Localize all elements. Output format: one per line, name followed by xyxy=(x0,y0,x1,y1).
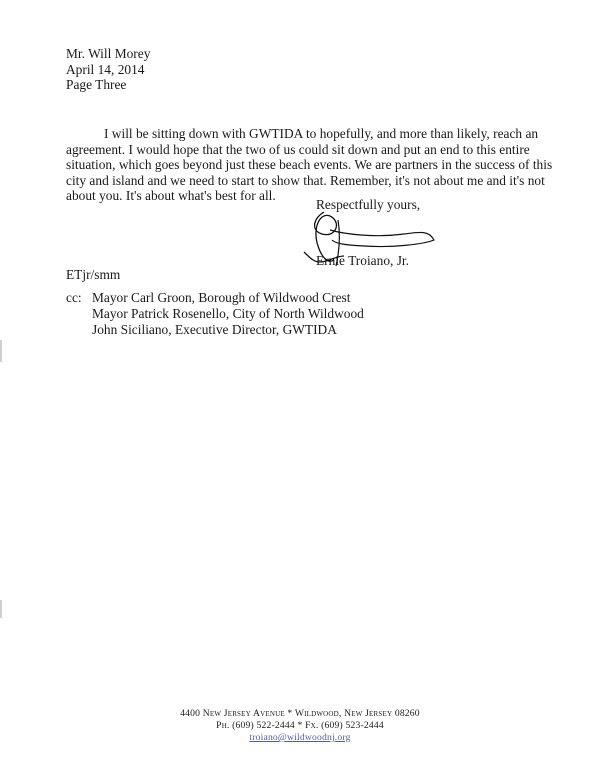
scan-edge-mark xyxy=(0,600,2,618)
cc-label: cc: xyxy=(66,290,82,305)
cc-recipient: John Siciliano, Executive Director, GWTIDA xyxy=(92,321,337,337)
signer-name: Ernie Troiano, Jr. xyxy=(316,253,409,268)
body-line: agreement. I would hope that the two of us could sit down and put an end to this entire xyxy=(66,141,530,157)
handwritten-signature xyxy=(284,200,444,275)
footer-email-link[interactable]: troiano@wildwoodnj.org xyxy=(249,732,351,743)
typist-initials: ETjr/smm xyxy=(66,267,121,282)
body-paragraph xyxy=(66,126,553,204)
body-line: I will be sitting down with GWTIDA to hopefully, and more than likely, reach an xyxy=(104,126,539,141)
body-line: city and island and we need to start to show that. Remember, it's not about me and it's not xyxy=(66,172,545,188)
cc-recipient: Mayor Patrick Rosenello, City of North Wildwood xyxy=(92,305,364,321)
body-line: situation, which goes beyond just these beach events. We are partners in the success of this xyxy=(66,157,553,173)
letterhead-footer xyxy=(0,708,600,744)
footer-phone-fax: Ph. (609) 522-2444 * Fx. (609) 523-2444 xyxy=(216,720,384,731)
recipient-name: Mr. Will Morey xyxy=(66,46,151,61)
page-number: Page Three xyxy=(66,77,127,92)
letter-date: April 14, 2014 xyxy=(66,61,145,77)
scan-edge-mark xyxy=(0,340,2,362)
body-line: about you. It's about what's best for all. xyxy=(66,188,276,204)
footer-address: 4400 New Jersey Avenue * Wildwood, New Jersey 08260 xyxy=(180,708,420,719)
closing-salutation: Respectfully yours, xyxy=(316,197,421,212)
letter-header xyxy=(66,46,150,93)
cc-recipient: Mayor Carl Groon, Borough of Wildwood Crest xyxy=(92,290,351,305)
cc-recipient-list xyxy=(92,290,364,337)
